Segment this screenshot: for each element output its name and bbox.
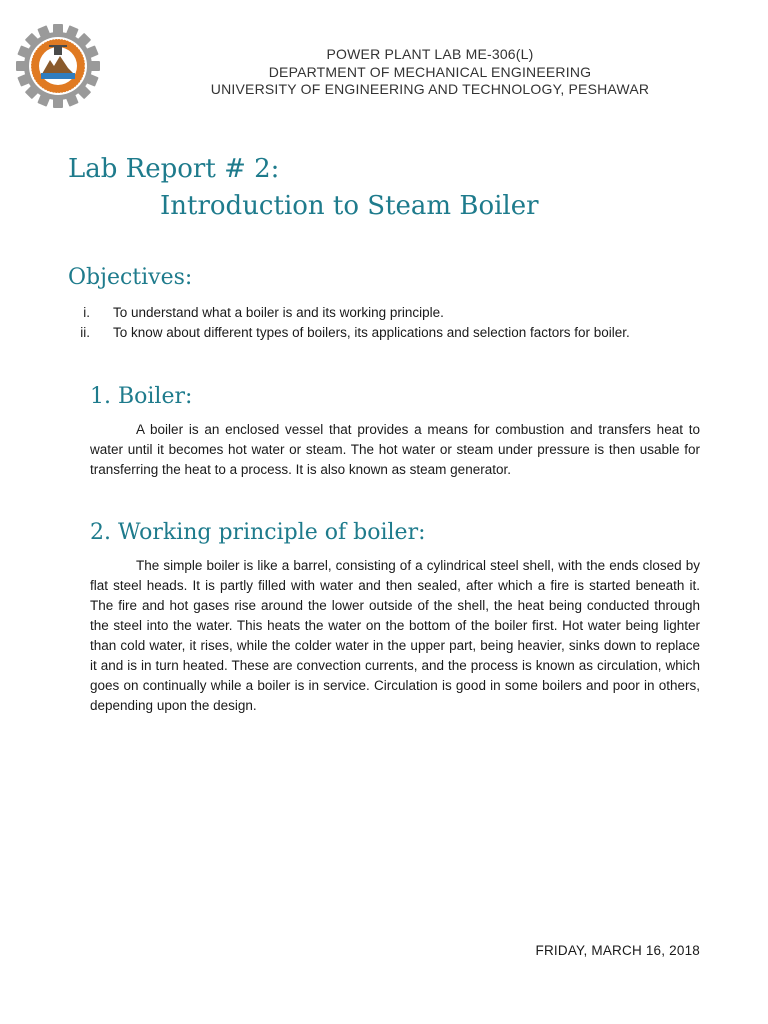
header-department: DEPARTMENT OF MECHANICAL ENGINEERING (268, 63, 592, 80)
list-item-text: To understand what a boiler is and its working principle. (113, 305, 444, 320)
objectives-list (68, 303, 748, 343)
section-body-working-principle: The simple boiler is like a barrel, consisting of a cylindrical steel shell, with the ends closed by flat steel heads. It is partly filled with water and then sealed, after which a fire is started beneath it. The fire and hot gases rise around the lower outside of the shell, the heat being conducted through the steel into the water. This heats the water on the bottom of the boiler first. Hot water being lighter than cold water, it rises, while the colder water in the upper part, being heavier, sinks down to replace it and is in turn heated. These are convection currents, and the process is known as circulation, which goes on continually while a boiler is in service. Circulation is good in some boilers and poor in others, depending upon the design. (90, 558, 700, 713)
section-body-boiler: A boiler is an enclosed vessel that provides a means for combustion and transfers heat to water until it becomes hot water or steam. The hot water or steam under pressure is then usable for transferring the heat to a process. It is also known as steam generator. (90, 422, 700, 477)
objectives-heading: Objectives: (68, 265, 193, 290)
header-university: UNIVERSITY OF ENGINEERING AND TECHNOLOGY, PESHAWAR (210, 81, 650, 97)
list-item (68, 323, 748, 343)
document-header (120, 46, 740, 99)
list-item-number: i. (83, 305, 90, 320)
list-item-text: To know about different types of boilers, its applications and selection factors for boiler. (113, 325, 630, 340)
header-course: POWER PLANT LAB ME-306(L) (326, 46, 534, 62)
report-subtitle: Introduction to Steam Boiler (160, 191, 539, 221)
list-item-number: ii. (80, 325, 90, 340)
report-title: Lab Report # 2: (68, 154, 280, 184)
list-item (68, 303, 748, 323)
university-seal-icon (16, 24, 100, 108)
section-heading-boiler: 1. Boiler: (90, 384, 193, 409)
section-heading-working-principle: 2. Working principle of boiler: (90, 520, 426, 545)
footer-date: FRIDAY, MARCH 16, 2018 (535, 943, 700, 958)
